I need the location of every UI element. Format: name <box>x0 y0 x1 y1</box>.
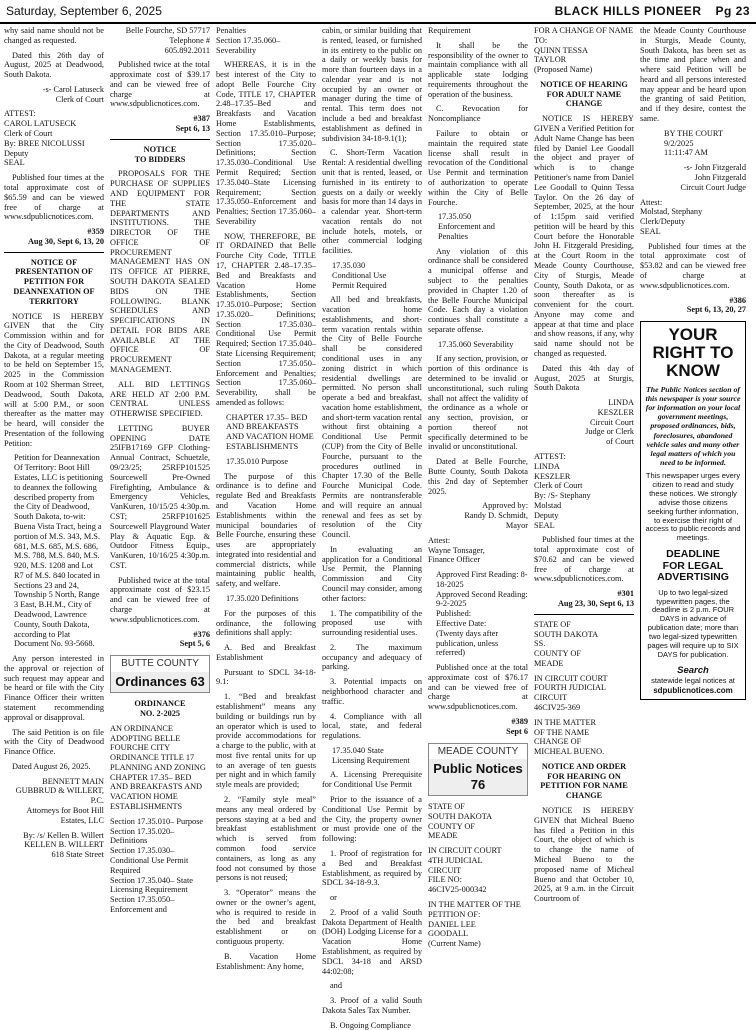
address: Belle Fourche, SD 57717 Telephone # 605.892.2011 <box>125 26 210 55</box>
section-title: 17.35.020 Definitions <box>226 593 299 603</box>
court-block: IN CIRCUIT COURT FOURTH JUDICIAL CIRCUIT 46CIV25-369 <box>534 673 608 712</box>
right-to-know-box <box>640 321 746 700</box>
notice-text: 2. The maximum occupancy and adequacy of parking. <box>322 642 422 672</box>
signature-title: Circuit Court Judge or Clerk of Court <box>585 417 634 447</box>
notice-text: Any person interested in the approval or rejection of such request may appear and be heard or file with the City Finance Officer their written statement recommending approval or disapproval. <box>4 654 104 722</box>
sdpublicnotices-link[interactable]: sdpublicnotices.com <box>653 685 733 695</box>
section-title: 17.35.060 Severability <box>438 339 514 349</box>
notice-text: NOW, THEREFORE, BE IT ORDAINED that Belle Fourche City Code, TITLE 17, CHAPTER 2.48–17.35–Bed and Breakfasts and Vacation Home Establishments, Section 17.35.010–Purpose; Section 17.35.020– Definitions; Section 17.35.030–Conditional Use Permit Required; Section 17.35.040–State Licensing Requirement; Section 17.35.050–Enforcement and Penalties; Section 17.35.060–Severability, shall be amended as follows: <box>216 231 316 407</box>
publication-cost: Published four times at the total approximate cost of $65.59 and can be viewed free of charge at www.sdpublicnotices.com. <box>4 173 104 222</box>
divider <box>534 614 634 615</box>
approval-dates: Approved First Reading: 8-18-2025 Approved Second Reading: 9-2-2025 Published: Effective Date: (Twenty days after publication, unless referred) <box>436 570 528 658</box>
search-label: Search <box>677 665 709 677</box>
publication-dates: Sept 6, 13, 20, 27 <box>686 305 746 315</box>
notice-text: NOTICE IS HEREBY GIVEN a Verified Petition for Adult Name Change has been filed by Daniel Lee Goodall the object and prayer of which is to change Petitioner's name from Daniel Lee Goodall to Quinn Tessa Taylor. On the 26 day of September, 2025, at the hour of 1:15pm said verified petition will be heard by this Court before the Honorable John H. Fitzgerald Presiding, at the Court Room in the Meade County Courthouse, City of Sturgis, Meade County, South Dakota, or as soon thereafter as is convenient for the court. Anyone may come and appear at that time and place and show reasons, if any, why said name should not be changed as requested. <box>534 114 634 358</box>
notice-text: For the purposes of this ordinance, the following definitions shall apply: <box>216 608 316 638</box>
notice-text: 2. “Family style meal” means any meal ordered by persons staying at a bed and breakfast establishment which is served from common food service containers, as long as any food not consumed by those persons is not reused; <box>216 795 316 883</box>
attorney-signature: By: /s/ Kellen B. Willert KELLEN B. WILLERT 618 State Street <box>23 830 104 860</box>
section-banner <box>110 655 210 693</box>
notice-text: WHEREAS, it is in the best interest of the City to adopt Belle Fourche City Code, TITLE 17, CHAPTER 2.48–17.35–Bed and Breakfasts and Vacation Home Establishments, Section 17.35.010–Purpose; Section 17.35.020– Definitions; Section 17.35.030–Conditional Use Permit Required; Section 17.35.040–State Licensing Requirement; Section 17.35.050–Enforcement and Penalties; Section 17.35.060–Severability <box>216 60 316 226</box>
notice-text: 2. Proof of a valid South Dakota Department of Health (DOH) Lodging License for a Vacation Home Establishment, as required by SDCL 34-18 and ARSD 44:02:08; <box>322 907 422 976</box>
notice-text: 4. Compliance with all local, state, and federal regulations. <box>322 711 422 741</box>
publication-cost: Published once at the total approximate cost of $76.17 and can be viewed free of charge at www.sdpublicnotices.com. <box>428 663 528 712</box>
notice-text: 1. Proof of registration for a Bed and Breakfast Establishment, as required by SDCL 34-18-9.3. <box>322 848 422 888</box>
column-4 <box>322 26 423 1030</box>
column-2 <box>110 26 210 972</box>
matter-block: IN THE MATTER OF THE PETITION OF: DANIEL LEE GOODALL (Current Name) <box>428 900 521 949</box>
divider <box>110 139 210 140</box>
notice-heading: NOTICE OF HEARING FOR ADULT NAME CHANGE <box>540 79 628 109</box>
publication-dates: Sept 5, 6 <box>179 639 210 649</box>
notice-text: the Meade County Courthouse in Sturgis, Meade County, South Dakota, has been set as the time and place when and where said Petition will be heard and all persons interested may appear and be heard upon the granting of said Petition, and if they desire, contest the same. <box>640 26 746 124</box>
notice-text: and <box>330 981 342 991</box>
deadline-title: DEADLINE FOR LEGAL ADVERTISING <box>657 548 729 584</box>
publication-cost: Published twice at the total approximate cost of $39.17 and can be viewed free of charge at www.sdpublicnotices.com. <box>110 60 210 109</box>
notice-text: If any section, provision, or portion of this ordinance is determined to be invalid or unconstitutional, such ruling shall not affect the validity of the ordinance as a whole or any section, provision, or portion thereof not specifically determined to be invalid or unconstitutional. <box>428 354 528 452</box>
matter-block: IN THE MATTER OF THE NAME CHANGE OF MICHEAL BUENO. <box>534 717 605 757</box>
notice-text: NOTICE IS HEREBY GIVEN that the City Commission within and for the City of Deadwood, South Dakota, at a regular meeting to be held on September 15, 2025 in the Commission Room at 102 Sherman Street, Deadwood, South Dakota, will at 5:00 P.M., or soon thereafter as the matter may be heard, will consider the Presentation of the following Petition: <box>4 311 104 448</box>
notice-text: All bed and breakfasts, vacation home establishments, and short-term vacation rentals within the City of Belle Fourche shall be considered conditional uses in any zoning district in which residential dwellings are permitted. No person shall operate a bed and breakfast, vacation home establishment, and short-term vacation rental without first obtaining a Conditional Use Permit (CUP) from the City of Belle Fourche, pursuant to the procedures outlined in Chapter 17.30 of the Belle Fourche Municipal Code. Permits are nontransferable and will require an annual renewal and fees as set by resolution of the City Council. <box>322 295 422 540</box>
notice-text: ALL BID LETTINGS ARE HELD AT 2:00 P.M. CENTRAL UNLESS OTHERWISE SPECIFIED. <box>110 379 210 419</box>
notice-text: Dated this 26th day of August, 2025 at Deadwood, South Dakota. <box>4 50 104 80</box>
notice-number: #301 <box>617 589 634 599</box>
publication-cost: Published four times at the total approximate cost of $70.62 and can be viewed free of charge at www.sdpublicnotices.com. <box>534 535 634 584</box>
notice-number: #387 <box>193 114 210 124</box>
notice-text: Dated at Belle Fourche, Butte County, South Dakota this 2nd day of September 2025. <box>428 457 528 496</box>
column-3 <box>216 26 316 972</box>
state-block: STATE OF SOUTH DAKOTA SS. COUNTY OF MEADE <box>534 619 599 668</box>
deadline-text: Up to two legal-sized typewritten pages, the deadline is 2 p.m. FOUR DAYS in advance of publication date; more than two legal-sized typewritten pages will require up to SIX DAYS for publication. <box>647 587 739 659</box>
section-title: 17.35.040 State Licensing Requirement <box>332 745 410 765</box>
notice-text: Failure to obtain or maintain the required state license shall result in revocation of the Conditional Use Permit and termination of authorization to operate within the City of Belle Fourche. <box>428 129 528 207</box>
notice-text: B. Ongoing Compliance <box>330 1020 411 1030</box>
publication-dates: Aug 30, Sept 6, 13, 20 <box>27 236 104 246</box>
notice-text: PROPOSALS FOR THE PURCHASE OF SUPPLIES AND EQUIPMENT FOR THE STATE DEPARTMENTS AND INSTITUTIONS. THE DIRECTOR OF THE OFFICE OF PROCUREMENT MANAGEMENT HAS ON ITS OFFICE AT PIERRE, SOUTH DAKOTA SEALED BIDS ON THE FOLLOWING. BLANK SCHEDULES AND SPECIFICATIONS IN DETAIL FOR BIDS ARE AVAILABLE AT THE OFFICE OF PROCUREMENT MANAGEMENT. <box>110 169 210 374</box>
notice-text: Pursuant to SDCL 34-18-9.1: <box>216 667 316 687</box>
notice-text: Any violation of this ordinance shall be considered a municipal offense and subject to the penalties provided in Chapter 1.20 of the Belle Fourche Municipal Code. Each day a violation continues shall constitute a separate offense. <box>428 246 528 334</box>
notice-date: Dated August 26, 2025. <box>12 761 91 771</box>
mayor-approval: Approved by: Randy D. Schmidt, Mayor <box>464 501 528 530</box>
notice-text: why said name should not be changed as requested. <box>4 26 104 45</box>
issue-date: Saturday, September 6, 2025 <box>6 4 162 18</box>
public-notices-text: The Public Notices section of this newspaper is your source for information on your local government meetings, proposed ordinances, bids, foreclosures, abandoned vehicle sales and many other legal matters of which you need to be informed. <box>645 384 741 468</box>
notice-text: 3. Potential impacts on neighborhood character and traffic. <box>322 677 422 706</box>
notice-text: It shall be the responsibility of the owner to maintain compliance with all applicable state lodging requirements throughout the operation of the business. <box>428 40 528 99</box>
section-title: 17.35.010 Purpose <box>226 456 288 466</box>
notice-text: 3. “Operator” means the owner or the owner’s agent, who is required to reside in the bed and breakfast establishment or on contiguous property. <box>216 888 316 946</box>
ordinance-title: AN ORDINANCE ADOPTING BELLE FOURCHE CITY ORDINANCE TITLE 17 PLANNING AND ZONING CHAPTER 17.35– BED AND BREAKFASTS AND VACATION HOME ESTABLISHMENTS <box>110 723 206 812</box>
notice-text: cabin, or similar building that is rented, leased, or furnished in its entirety to the public on a daily or weekly basis for more than fourteen days in a calendar year and is not occupied by an owner or manager during the time of rental. This term does not include a bed and breakfast establishment as defined in subdivision 34-18-9.1(1); <box>322 26 422 143</box>
law-firm: BENNETT MAIN GUBBRUD & WILLERT, P.C. Attorneys for Boot Hill Estates, LLC <box>15 776 104 825</box>
notice-text: 3. Proof of a valid South Dakota Sales Tax Number. <box>322 996 422 1015</box>
notice-number: #386 <box>729 295 746 305</box>
divider <box>4 252 104 253</box>
column-5 <box>428 26 528 972</box>
attest-block: Attest: Wayne Tonsager, Finance Officer <box>428 535 485 565</box>
notice-text: B. Vacation Home Establishment: Any home, <box>216 951 316 971</box>
publication-dates: Sept 6 <box>506 726 528 736</box>
petition-text: Petition for Deannexation Of Territory: Boot Hill Estates, LLC is petitioning to deannex the following described property from the City of Deadwood, South Dakota, to-wit: Buena Vista Tract, being a portion of M.S. 343, M.S. 681, M.S. 685, M.S. 686, M.S. 788, M.S. 840, M.S. 920, M.S. 1208 and Lot R7 of M.S. 840 located in Sections 23 and 24, Township 5 North, Range 3 East, B.H.M., City of Deadwood, Lawrence County, South Dakota, according to Plat Document No. 93-5668. <box>14 453 103 649</box>
notice-text: Requirement <box>428 26 471 35</box>
notice-text: 1. “Bed and breakfast establishment” means any building or buildings run by an operator which is used to provide accommodations for a charge to the public, with at most five rental units for up to an average of ten guests per night and in which family style meals are provided; <box>216 692 316 790</box>
ordinance-heading: ORDINANCE NO. 2-2025 <box>134 699 186 718</box>
publication-cost: Published twice at the total approximate cost of $23.15 and can be viewed free of charge at www.sdpublicnotices.com. <box>110 575 210 624</box>
state-block: STATE OF SOUTH DAKOTA COUNTY OF MEADE <box>428 802 493 841</box>
notice-text: A. Bed and Breakfast Establishment <box>216 643 316 662</box>
citizen-advice-text: This newspaper urges every citizen to read and study these notices. We strongly advise those citizens seeking further information, to exercise their right of access to public records and meetings. <box>645 471 741 543</box>
notice-heading: NOTICE TO BIDDERS <box>134 144 186 164</box>
notice-text: In evaluating an application for a Conditional Use Permit, the Planning Commission and City Council may consider, among other factors: <box>322 544 422 603</box>
publication-dates: Sept 6, 13 <box>175 124 210 134</box>
notice-number: #376 <box>193 629 210 639</box>
attest-block: ATTEST: CAROL LATUSECK Clerk of Court By: BREE NICOLUSSI Deputy SEAL <box>4 109 85 168</box>
column-6 <box>534 26 634 972</box>
page-header <box>0 0 756 24</box>
section-banner <box>428 743 528 796</box>
column-7 <box>640 26 746 972</box>
banner-section: Public Notices 76 <box>429 759 527 795</box>
chapter-title: CHAPTER 17.35– BED AND BREAKFASTS AND VACATION HOME ESTABLISHMENTS <box>226 412 314 452</box>
notice-text: Prior to the issuance of a Conditional Use Permit by the City, the property owner or must provide one of the following: <box>322 795 422 844</box>
banner-section: Ordinances 63 <box>111 672 209 692</box>
judge-signature: -s- John Fitzgerald John Fitzgerald Circuit Court Judge <box>680 163 746 192</box>
banner-county: BUTTE COUNTY <box>121 658 199 670</box>
publication-cost: Published four times at the total approximate cost of $53.82 and can be viewed free of charge at www.sdpublicnotices.com. <box>640 241 746 290</box>
newspaper-title: BLACK HILLS PIONEER <box>554 4 702 18</box>
banner-county: MEADE COUNTY <box>437 745 519 757</box>
matter-block: FOR A CHANGE OF NAME TO: QUINN TESSA TAYLOR (Proposed Name) <box>534 26 634 75</box>
notice-date: Dated this 4th day of August, 2025 at Sturgis, South Dakota <box>534 363 634 393</box>
search-text: statewide legal notices at <box>651 675 735 685</box>
notice-text: C. Revocation for Noncompliance <box>428 104 528 124</box>
notice-text: C. Short-Term Vacation Rental: A residential dwelling unit that is rented, leased, or furnished in its entirety to guests on a daily or weekly basis for more than 14 days in a calendar year. Short-term vacation rentals do not include hotels, motels, or other commercial lodging facilities. <box>322 148 423 256</box>
ordinance-toc: Section 17.35.010– Purpose Section 17.35.020– Definitions Section 17.35.030– Conditional Use Permit Required Section 17.35.040– State Licensing Requirement Section 17.35.050– Enforcement and <box>110 816 204 914</box>
page-number: Pg 23 <box>715 4 750 18</box>
attest-block: ATTEST: LINDA KESZLER Clerk of Court By: /S- Stephany Molstad Deputy SEAL <box>534 452 591 530</box>
notice-number: #389 <box>511 717 528 726</box>
notice-text: The purpose of this ordinance is to define and regulate Bed and Breakfasts and Vacation Home Establishments within the municipal boundaries of Belle Fourche, ensuring these uses are appropriately integrated into residential and commercial districts, while maintaining public health, safety, and welfare. <box>216 471 316 589</box>
signature-title: Clerk of Court <box>55 94 104 104</box>
signature: LINDA KESZLER <box>597 398 634 417</box>
court-signature: BY THE COURT 9/2/2025 11:11:47 AM <box>664 128 723 158</box>
notice-text: NOTICE IS HEREBY GIVEN that Micheal Bueno has filed a Petition in this Court, the object of which is to change the name of Micheal Bueno to the proposed name of Micheal Bueno and that October 10, 2025, at 9 a.m. in the Circuit Courtroom of <box>534 806 634 904</box>
right-to-know-title: YOUR RIGHT TO KNOW <box>652 325 734 380</box>
notice-text: The said Petition is on file with the City of Deadwood Finance Office. <box>4 727 104 757</box>
column-1 <box>4 26 104 972</box>
notice-number: #359 <box>87 227 104 237</box>
section-title: 17.35.050 Enforcement and Penalties <box>438 212 495 241</box>
attest-block: Attest: Molstad, Stephany Clerk/Deputy SEAL <box>640 197 703 236</box>
section-title: 17.35.030 Conditional Use Permit Required <box>332 260 387 290</box>
notice-heading: NOTICE AND ORDER FOR HEARING ON PETITION FOR NAME CHANGE <box>540 761 628 801</box>
notice-text: A. Licensing Prerequisite for Conditional Use Permit <box>322 770 422 790</box>
court-block: IN CIRCUIT COURT 4TH JUDICIAL CIRCUIT FILE NO: 46CIV25-000342 <box>428 846 502 895</box>
notice-heading: NOTICE OF PRESENTATION OF PETITION FOR DEANNEXATION OF TERRITORY <box>13 257 95 306</box>
notice-text: LETTING BUYER OPENING DATE 25IFB17169 GFP Clothing-Annual Contract, Schuetzle, 09/23/25; 25RFP101525 Sourcewell Pre-Owned Firefighting, Ambulance & Emergency Vehicles, VanKuren, 10/15/25 4:30p.m. CST; 25RFP101625 Sourcewell Playground Water Play & Aquatic Eqp. & Outdoor Fitness Equip., VanKuren, 10/16/25 4:30p.m. CST. <box>110 423 210 570</box>
notice-text: 1. The compatibility of the proposed use with surrounding residential uses. <box>322 608 422 638</box>
signature: -s- Carol Latuseck <box>42 84 104 94</box>
ordinance-toc: Penalties Section 17.35.060– Severability <box>216 26 281 55</box>
notice-text: or <box>330 893 337 903</box>
publication-dates: Aug 23, 30, Sept 6, 13 <box>557 598 634 608</box>
